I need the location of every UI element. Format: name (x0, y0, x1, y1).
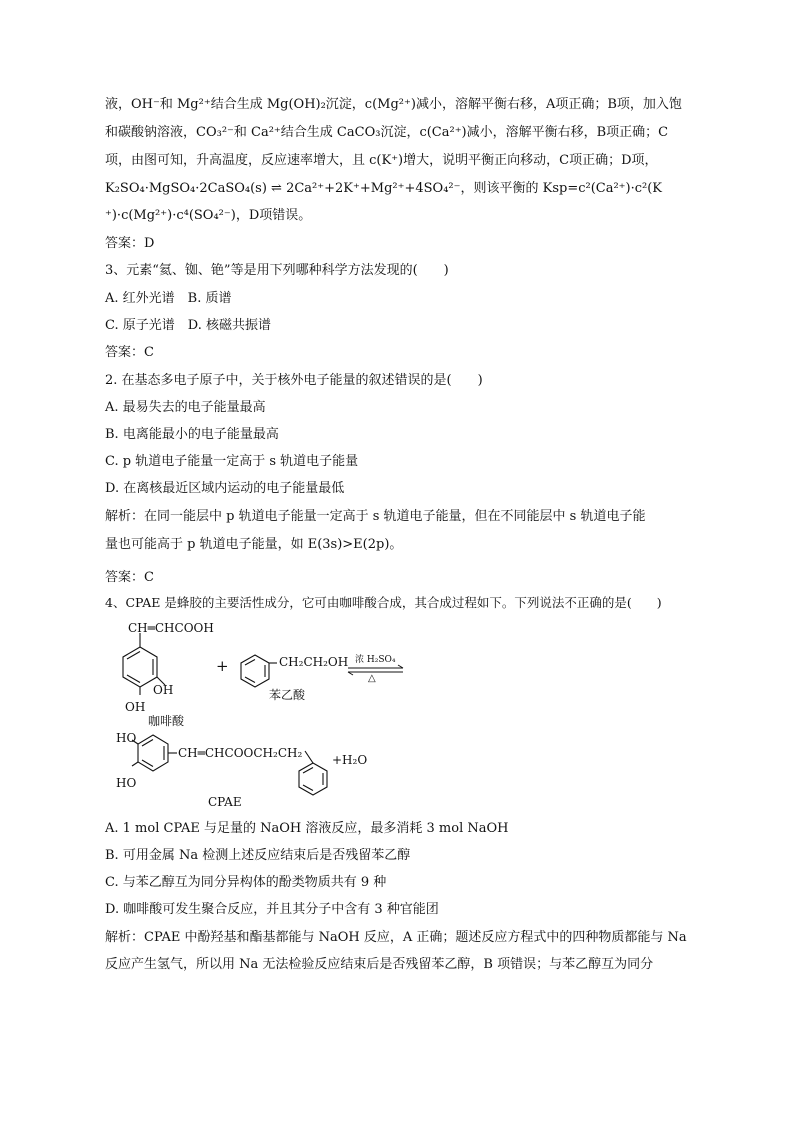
option-line: A. 最易失去的电子能量最高 (105, 400, 266, 415)
text-line: 和碳酸钠溶液，CO₃²⁻和 Ca²⁺结合生成 CaCO₃沉淀，c(Ca²⁺)减小，溶解平衡右移，B项正确；C (105, 125, 669, 140)
text-line: 项，由图可知，升高温度，反应速率增大，且 c(K⁺)增大，说明平衡正向移动，C项正确；D项， (105, 153, 658, 168)
analysis-line: 解析：CPAE 中酚羟基和酯基都能与 NaOH 反应，A 正确；题述反应方程式中的四种物质都能与 Na (105, 930, 687, 945)
reaction-condition-bottom: △ (368, 673, 376, 684)
question-line: 3、元素“氦、铷、铯”等是用下列哪种科学方法发现的( ) (105, 263, 449, 278)
option-line: C. 与苯乙醇互为同分异构体的酚类物质共有 9 种 (105, 875, 387, 890)
question-line: 2. 在基态多电子原子中，关于核外电子能量的叙述错误的是( ) (105, 373, 483, 388)
option-line: A. 红外光谱 B. 质谱 (105, 291, 232, 306)
cpae-ho-bottom: HO (116, 776, 137, 790)
cpae-chain: CH═CHCOOCH₂CH₂ (178, 746, 303, 760)
cpae-structure (132, 735, 327, 795)
cpae-ho-top: HO (116, 731, 137, 745)
analysis-line: 量也可能高于 p 轨道电子能量，如 E(3s)>E(2p)。 (105, 537, 403, 552)
text-line: ⁺)·c(Mg²⁺)·c⁴(SO₄²⁻)，D项错误。 (105, 208, 312, 223)
analysis-line: 反应产生氢气，所以用 Na 无法检验反应结束后是否残留苯乙醇，B 项错误；与苯乙醇互为同分 (105, 957, 654, 972)
option-line: D. 咖啡酸可发生聚合反应，并且其分子中含有 3 种官能团 (105, 902, 439, 917)
option-line: D. 在离核最近区域内运动的电子能量最低 (105, 481, 345, 496)
text-line: K₂SO₄·MgSO₄·2CaSO₄(s) ⇌ 2Ca²⁺+2K⁺+Mg²⁺+4SO₄²⁻，则该平衡的 Ksp=c²(Ca²⁺)·c²(K (105, 181, 663, 196)
caffeic-oh-bottom: OH (125, 700, 146, 714)
plus-sign: + (216, 657, 229, 675)
caffeic-oh-right: OH (153, 683, 174, 697)
water-product: +H₂O (332, 753, 368, 767)
phenylethanol-chain: CH₂CH₂OH (279, 655, 349, 669)
caffeic-top-chain: CH═CHCOOH (128, 621, 214, 635)
caffeic-acid-name: 咖啡酸 (148, 714, 185, 728)
question-line: 4、CPAE 是蜂胶的主要活性成分，它可由咖啡酸合成，其合成过程如下。下列说法不正确的是( ) (105, 595, 662, 610)
phenylethanol-name: 苯乙酸 (269, 688, 306, 702)
option-line: B. 电离能最小的电子能量最高 (105, 427, 279, 442)
option-line: A. 1 mol CPAE 与足量的 NaOH 溶液反应，最多消耗 3 mol NaOH (105, 821, 509, 836)
option-line: B. 可用金属 Na 检测上述反应结束后是否残留苯乙醇 (105, 848, 411, 863)
cpae-name: CPAE (208, 795, 242, 809)
phenylethanol-structure (241, 655, 277, 687)
reaction-condition-top: 浓 H₂SO₄ (355, 655, 396, 665)
answer-line: 答案：C (105, 345, 154, 360)
analysis-line: 解析：在同一能层中 p 轨道电子能量一定高于 s 轨道电子能量，但在不同能层中 s 轨道电子能 (105, 509, 646, 524)
answer-line: 答案：C (105, 570, 154, 585)
text-line: 液，OH⁻和 Mg²⁺结合生成 Mg(OH)₂沉淀，c(Mg²⁺)减小，溶解平衡右移，A项正确；B项，加入饱 (105, 97, 682, 112)
option-line: C. p 轨道电子能量一定高于 s 轨道电子能量 (105, 454, 359, 469)
option-line: C. 原子光谱 D. 核磁共振谱 (105, 318, 271, 333)
answer-line: 答案：D (105, 236, 155, 251)
